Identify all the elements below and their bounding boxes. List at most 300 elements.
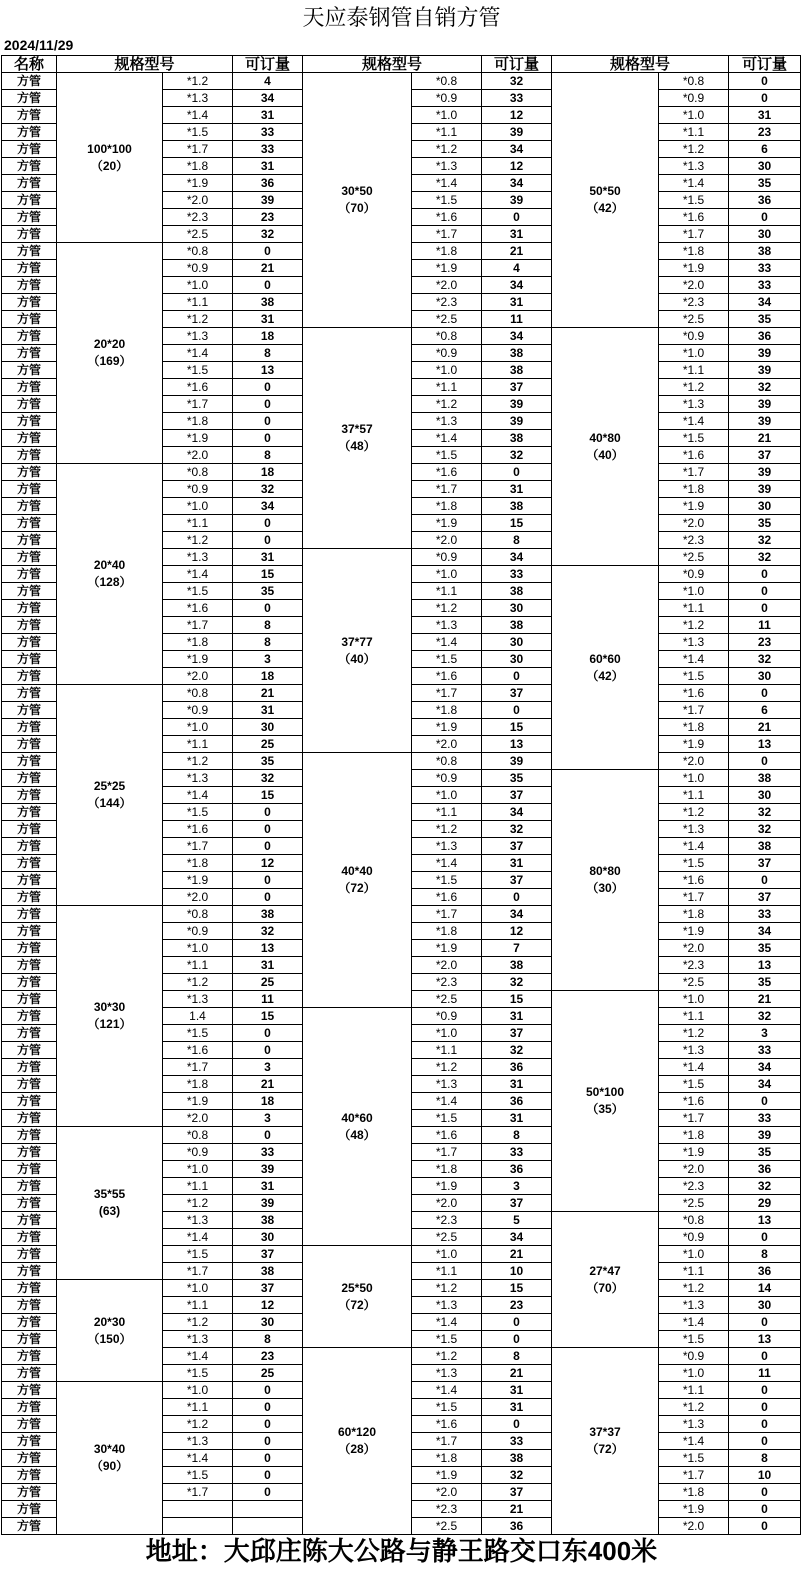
thickness-cell: *1.6 xyxy=(658,684,728,701)
size-total: （35） xyxy=(586,1102,624,1116)
qty-cell: 15 xyxy=(481,1279,551,1296)
qty-cell xyxy=(232,1517,302,1534)
thickness-cell: *1.2 xyxy=(658,1024,728,1041)
qty-cell: 32 xyxy=(481,973,551,990)
row-name: 方管 xyxy=(1,429,56,446)
row-name: 方管 xyxy=(1,871,56,888)
header-spec: 规格型号 xyxy=(551,55,728,72)
thickness-cell: *1.6 xyxy=(162,820,232,837)
qty-cell: 35 xyxy=(728,174,800,191)
qty-cell: 0 xyxy=(728,565,800,582)
size-group xyxy=(56,72,162,242)
qty-cell: 8 xyxy=(481,1126,551,1143)
qty-cell: 34 xyxy=(481,140,551,157)
thickness-cell: *0.9 xyxy=(658,89,728,106)
qty-cell: 8 xyxy=(481,1347,551,1364)
thickness-cell: *1.3 xyxy=(411,1364,481,1381)
row-name: 方管 xyxy=(1,259,56,276)
thickness-cell: *1.8 xyxy=(411,1160,481,1177)
qty-cell: 3 xyxy=(232,650,302,667)
thickness-cell: *1.4 xyxy=(411,633,481,650)
thickness-cell: *1.0 xyxy=(658,344,728,361)
qty-cell: 33 xyxy=(728,1109,800,1126)
qty-cell: 34 xyxy=(481,548,551,565)
size-label: 35*55 xyxy=(93,1187,126,1201)
thickness-cell: *1.4 xyxy=(162,1228,232,1245)
size-total: （42） xyxy=(586,201,624,215)
thickness-cell: *1.8 xyxy=(411,701,481,718)
qty-cell: 38 xyxy=(728,837,800,854)
qty-cell: 0 xyxy=(728,1500,800,1517)
thickness-cell: *2.3 xyxy=(411,973,481,990)
thickness-cell: *1.3 xyxy=(658,1415,728,1432)
qty-cell: 0 xyxy=(232,1041,302,1058)
thickness-cell: *1.3 xyxy=(658,1296,728,1313)
row-name: 方管 xyxy=(1,174,56,191)
thickness-cell: *0.9 xyxy=(411,89,481,106)
qty-cell: 39 xyxy=(481,123,551,140)
qty-cell: 33 xyxy=(728,1041,800,1058)
thickness-cell: *1.0 xyxy=(162,1279,232,1296)
thickness-cell: *1.2 xyxy=(658,1279,728,1296)
qty-cell: 0 xyxy=(481,463,551,480)
qty-cell: 25 xyxy=(232,1364,302,1381)
row-name: 方管 xyxy=(1,1143,56,1160)
row-name: 方管 xyxy=(1,684,56,701)
size-group xyxy=(551,1347,658,1534)
row-name: 方管 xyxy=(1,1398,56,1415)
thickness-cell: *1.4 xyxy=(411,174,481,191)
thickness-cell: *1.8 xyxy=(162,1075,232,1092)
report-date: 2024/11/29 xyxy=(4,37,74,53)
row-name: 方管 xyxy=(1,361,56,378)
thickness-cell: *1.1 xyxy=(658,1381,728,1398)
row-name: 方管 xyxy=(1,1500,56,1517)
qty-cell: 0 xyxy=(232,1126,302,1143)
thickness-cell: *1.5 xyxy=(162,361,232,378)
qty-cell: 32 xyxy=(728,1007,800,1024)
header-qty: 可订量 xyxy=(232,55,302,72)
qty-cell: 32 xyxy=(481,1466,551,1483)
qty-cell: 0 xyxy=(481,208,551,225)
thickness-cell: *1.5 xyxy=(411,191,481,208)
row-name: 方管 xyxy=(1,1228,56,1245)
thickness-cell: *1.2 xyxy=(411,599,481,616)
qty-cell: 21 xyxy=(728,429,800,446)
thickness-cell: *0.9 xyxy=(658,1228,728,1245)
qty-cell: 39 xyxy=(481,395,551,412)
thickness-cell: *1.5 xyxy=(658,1075,728,1092)
row-name: 方管 xyxy=(1,1347,56,1364)
qty-cell: 0 xyxy=(481,1330,551,1347)
qty-cell: 15 xyxy=(232,565,302,582)
thickness-cell: *1.2 xyxy=(411,140,481,157)
size-group xyxy=(302,752,411,1007)
qty-cell: 35 xyxy=(481,769,551,786)
thickness-cell: *1.0 xyxy=(162,939,232,956)
row-name: 方管 xyxy=(1,650,56,667)
qty-cell: 34 xyxy=(232,89,302,106)
thickness-cell: *0.8 xyxy=(162,242,232,259)
qty-cell: 31 xyxy=(232,701,302,718)
row-name: 方管 xyxy=(1,1126,56,1143)
thickness-cell: *1.7 xyxy=(411,225,481,242)
qty-cell: 38 xyxy=(481,429,551,446)
qty-cell: 33 xyxy=(728,259,800,276)
qty-cell: 30 xyxy=(728,497,800,514)
thickness-cell: *2.0 xyxy=(658,514,728,531)
qty-cell: 0 xyxy=(728,871,800,888)
thickness-cell: *1.1 xyxy=(411,123,481,140)
thickness-cell: *1.5 xyxy=(162,123,232,140)
thickness-cell: *2.0 xyxy=(658,1160,728,1177)
thickness-cell: *1.9 xyxy=(162,174,232,191)
qty-cell: 0 xyxy=(232,888,302,905)
row-name: 方管 xyxy=(1,1364,56,1381)
thickness-cell: *1.8 xyxy=(162,633,232,650)
thickness-cell: *1.6 xyxy=(162,599,232,616)
size-label: 27*47 xyxy=(589,1263,621,1278)
row-name: 方管 xyxy=(1,1075,56,1092)
qty-cell: 8 xyxy=(232,446,302,463)
qty-cell xyxy=(232,1500,302,1517)
thickness-cell: *1.7 xyxy=(162,1483,232,1500)
qty-cell: 0 xyxy=(232,1432,302,1449)
thickness-cell: *1.4 xyxy=(658,174,728,191)
thickness-cell: *1.9 xyxy=(411,259,481,276)
row-name: 方管 xyxy=(1,157,56,174)
page-title: 天应泰钢管自销方管 xyxy=(302,6,501,31)
row-name: 方管 xyxy=(1,395,56,412)
row-name: 方管 xyxy=(1,837,56,854)
thickness-cell: *2.3 xyxy=(658,531,728,548)
qty-cell: 0 xyxy=(232,1398,302,1415)
qty-cell: 0 xyxy=(232,276,302,293)
thickness-cell: *1.6 xyxy=(658,1092,728,1109)
qty-cell: 18 xyxy=(232,327,302,344)
thickness-cell: *1.8 xyxy=(658,718,728,735)
thickness-cell: *2.3 xyxy=(658,956,728,973)
qty-cell: 36 xyxy=(728,191,800,208)
thickness-cell: *1.9 xyxy=(162,429,232,446)
qty-cell: 23 xyxy=(232,208,302,225)
row-name: 方管 xyxy=(1,140,56,157)
qty-cell: 21 xyxy=(481,1364,551,1381)
row-name: 方管 xyxy=(1,446,56,463)
thickness-cell: *1.3 xyxy=(162,1330,232,1347)
qty-cell: 31 xyxy=(481,480,551,497)
qty-cell: 33 xyxy=(481,565,551,582)
thickness-cell: *2.0 xyxy=(411,1194,481,1211)
thickness-cell: *1.5 xyxy=(411,446,481,463)
thickness-cell: *1.0 xyxy=(162,1381,232,1398)
thickness-cell: *0.9 xyxy=(411,548,481,565)
thickness-cell: *1.1 xyxy=(658,361,728,378)
size-label: 30*30 xyxy=(93,1000,126,1014)
qty-cell: 12 xyxy=(232,854,302,871)
row-name: 方管 xyxy=(1,582,56,599)
thickness-cell: *1.7 xyxy=(411,684,481,701)
size-label: 50*100 xyxy=(585,1085,625,1099)
thickness-cell: *1.2 xyxy=(411,395,481,412)
row-name: 方管 xyxy=(1,89,56,106)
qty-cell: 38 xyxy=(481,956,551,973)
thickness-cell: *1.7 xyxy=(162,140,232,157)
qty-cell: 21 xyxy=(481,1245,551,1262)
thickness-cell: *1.6 xyxy=(658,208,728,225)
size-total: （70） xyxy=(338,201,376,215)
thickness-cell: *1.4 xyxy=(658,1313,728,1330)
qty-cell: 38 xyxy=(728,242,800,259)
qty-cell: 33 xyxy=(232,1143,302,1160)
thickness-cell: *1.0 xyxy=(162,718,232,735)
thickness-cell: *1.7 xyxy=(162,395,232,412)
row-name: 方管 xyxy=(1,616,56,633)
qty-cell: 15 xyxy=(481,718,551,735)
thickness-cell: *1.5 xyxy=(658,191,728,208)
thickness-cell: *2.0 xyxy=(162,1109,232,1126)
thickness-cell: *1.1 xyxy=(162,956,232,973)
qty-cell: 37 xyxy=(232,1245,302,1262)
row-name: 方管 xyxy=(1,1160,56,1177)
size-total: （20） xyxy=(90,158,129,173)
qty-cell: 21 xyxy=(728,718,800,735)
qty-cell: 0 xyxy=(728,1517,800,1534)
qty-cell: 15 xyxy=(232,786,302,803)
thickness-cell: *1.5 xyxy=(658,1330,728,1347)
qty-cell: 0 xyxy=(232,1466,302,1483)
qty-cell: 0 xyxy=(481,667,551,684)
thickness-cell: *1.1 xyxy=(411,1262,481,1279)
qty-cell: 0 xyxy=(232,803,302,820)
thickness-cell: *1.9 xyxy=(162,871,232,888)
qty-cell: 0 xyxy=(232,531,302,548)
qty-cell: 31 xyxy=(232,548,302,565)
thickness-cell: *1.0 xyxy=(658,106,728,123)
thickness-cell: *1.9 xyxy=(411,1466,481,1483)
qty-cell: 0 xyxy=(728,1381,800,1398)
size-group xyxy=(302,1007,411,1245)
thickness-cell: *2.0 xyxy=(658,939,728,956)
qty-cell: 0 xyxy=(232,412,302,429)
thickness-cell: *1.3 xyxy=(411,1075,481,1092)
thickness-cell: *1.3 xyxy=(658,157,728,174)
qty-cell: 0 xyxy=(232,378,302,395)
thickness-cell: *1.8 xyxy=(658,242,728,259)
size-label: 20*40 xyxy=(93,558,126,572)
thickness-cell: 1.4 xyxy=(162,1007,232,1024)
qty-cell: 39 xyxy=(232,1160,302,1177)
thickness-cell: *0.8 xyxy=(658,1211,728,1228)
qty-cell: 31 xyxy=(481,293,551,310)
size-group xyxy=(302,1347,411,1534)
size-group xyxy=(551,327,658,565)
thickness-cell: *0.9 xyxy=(411,1007,481,1024)
thickness-cell: *0.9 xyxy=(411,344,481,361)
size-total: （40） xyxy=(338,651,376,666)
row-name: 方管 xyxy=(1,1092,56,1109)
thickness-cell: *1.9 xyxy=(411,718,481,735)
thickness-cell: *2.0 xyxy=(411,956,481,973)
qty-cell: 0 xyxy=(232,395,302,412)
qty-cell: 34 xyxy=(481,905,551,922)
qty-cell: 8 xyxy=(232,1330,302,1347)
thickness-cell: *1.3 xyxy=(162,1211,232,1228)
thickness-cell: *0.8 xyxy=(411,72,481,89)
thickness-cell xyxy=(162,1500,232,1517)
thickness-cell: *1.9 xyxy=(658,922,728,939)
row-name: 方管 xyxy=(1,293,56,310)
thickness-cell: *1.8 xyxy=(658,480,728,497)
qty-cell: 32 xyxy=(728,531,800,548)
size-group xyxy=(302,548,411,752)
qty-cell: 0 xyxy=(232,599,302,616)
qty-cell: 34 xyxy=(481,1228,551,1245)
qty-cell: 3 xyxy=(481,1177,551,1194)
size-total: （42） xyxy=(586,668,624,683)
qty-cell: 37 xyxy=(481,837,551,854)
thickness-cell: *2.0 xyxy=(658,276,728,293)
row-name: 方管 xyxy=(1,803,56,820)
thickness-cell: *1.0 xyxy=(658,1245,728,1262)
qty-cell: 0 xyxy=(232,871,302,888)
qty-cell: 0 xyxy=(232,837,302,854)
size-group xyxy=(551,769,658,990)
qty-cell: 36 xyxy=(481,1058,551,1075)
qty-cell: 36 xyxy=(232,174,302,191)
thickness-cell: *0.9 xyxy=(162,701,232,718)
thickness-cell: *1.0 xyxy=(658,1364,728,1381)
thickness-cell: *1.7 xyxy=(658,463,728,480)
qty-cell: 0 xyxy=(481,1415,551,1432)
row-name: 方管 xyxy=(1,72,56,89)
qty-cell: 0 xyxy=(728,599,800,616)
thickness-cell: *1.3 xyxy=(411,1296,481,1313)
thickness-cell: *1.7 xyxy=(658,225,728,242)
thickness-cell: *1.8 xyxy=(411,922,481,939)
row-name: 方管 xyxy=(1,633,56,650)
qty-cell: 36 xyxy=(728,327,800,344)
qty-cell: 31 xyxy=(481,1109,551,1126)
qty-cell: 30 xyxy=(728,1296,800,1313)
row-name: 方管 xyxy=(1,922,56,939)
thickness-cell: *1.6 xyxy=(411,667,481,684)
thickness-cell: *1.7 xyxy=(411,1143,481,1160)
qty-cell: 39 xyxy=(728,395,800,412)
qty-cell: 30 xyxy=(232,718,302,735)
size-label: 60*60 xyxy=(589,651,621,666)
qty-cell: 39 xyxy=(232,191,302,208)
thickness-cell: *1.2 xyxy=(162,1415,232,1432)
row-name: 方管 xyxy=(1,1517,56,1534)
thickness-cell: *1.8 xyxy=(162,412,232,429)
thickness-cell: *1.8 xyxy=(162,157,232,174)
row-name: 方管 xyxy=(1,1041,56,1058)
header-qty: 可订量 xyxy=(481,55,551,72)
qty-cell: 34 xyxy=(481,327,551,344)
qty-cell: 33 xyxy=(481,89,551,106)
thickness-cell: *1.7 xyxy=(658,701,728,718)
qty-cell: 7 xyxy=(481,939,551,956)
thickness-cell: *0.8 xyxy=(162,905,232,922)
thickness-cell: *1.8 xyxy=(411,497,481,514)
row-name: 方管 xyxy=(1,548,56,565)
qty-cell: 32 xyxy=(232,769,302,786)
thickness-cell: *1.9 xyxy=(658,735,728,752)
qty-cell: 11 xyxy=(232,990,302,1007)
qty-cell: 38 xyxy=(232,905,302,922)
thickness-cell: *1.1 xyxy=(411,803,481,820)
size-label: 40*80 xyxy=(589,430,621,445)
qty-cell: 31 xyxy=(232,310,302,327)
thickness-cell: *2.5 xyxy=(658,973,728,990)
thickness-cell: *1.9 xyxy=(162,1092,232,1109)
thickness-cell: *1.1 xyxy=(162,1398,232,1415)
thickness-cell: *1.3 xyxy=(411,412,481,429)
qty-cell: 0 xyxy=(728,752,800,769)
qty-cell: 37 xyxy=(481,378,551,395)
thickness-cell: *1.3 xyxy=(162,89,232,106)
size-total: （128） xyxy=(87,575,132,589)
size-group xyxy=(551,565,658,769)
thickness-cell: *1.5 xyxy=(411,650,481,667)
thickness-cell: *1.4 xyxy=(658,650,728,667)
thickness-cell: *1.1 xyxy=(162,1177,232,1194)
qty-cell: 33 xyxy=(728,905,800,922)
qty-cell: 30 xyxy=(728,667,800,684)
qty-cell: 23 xyxy=(728,633,800,650)
thickness-cell: *1.7 xyxy=(162,1262,232,1279)
qty-cell: 38 xyxy=(232,1211,302,1228)
size-label: 37*37 xyxy=(589,1425,621,1439)
size-group xyxy=(56,1381,162,1534)
row-name: 方管 xyxy=(1,786,56,803)
qty-cell: 23 xyxy=(728,123,800,140)
qty-cell: 32 xyxy=(728,1177,800,1194)
qty-cell: 0 xyxy=(728,582,800,599)
qty-cell: 38 xyxy=(232,293,302,310)
row-name: 方管 xyxy=(1,1296,56,1313)
qty-cell: 0 xyxy=(232,1381,302,1398)
thickness-cell: *1.5 xyxy=(162,582,232,599)
qty-cell: 8 xyxy=(728,1245,800,1262)
qty-cell: 38 xyxy=(481,361,551,378)
thickness-cell: *2.5 xyxy=(658,1194,728,1211)
row-name: 方管 xyxy=(1,1007,56,1024)
qty-cell: 0 xyxy=(728,684,800,701)
row-name: 方管 xyxy=(1,106,56,123)
thickness-cell: *1.2 xyxy=(162,752,232,769)
table-right-edge xyxy=(800,55,801,1534)
qty-cell: 0 xyxy=(728,208,800,225)
qty-cell: 33 xyxy=(481,1143,551,1160)
thickness-cell: *1.1 xyxy=(658,123,728,140)
row-name: 方管 xyxy=(1,1024,56,1041)
size-label: 40*40 xyxy=(341,864,373,878)
thickness-cell: *0.9 xyxy=(162,922,232,939)
qty-cell: 6 xyxy=(728,701,800,718)
row-name: 方管 xyxy=(1,344,56,361)
qty-cell: 13 xyxy=(232,939,302,956)
thickness-cell: *1.7 xyxy=(658,1466,728,1483)
thickness-cell: *0.9 xyxy=(658,327,728,344)
thickness-cell: *1.2 xyxy=(411,1279,481,1296)
qty-cell: 23 xyxy=(481,1296,551,1313)
qty-cell: 32 xyxy=(728,548,800,565)
size-label: 20*30 xyxy=(93,1314,126,1329)
qty-cell: 13 xyxy=(728,1211,800,1228)
row-name: 方管 xyxy=(1,1058,56,1075)
